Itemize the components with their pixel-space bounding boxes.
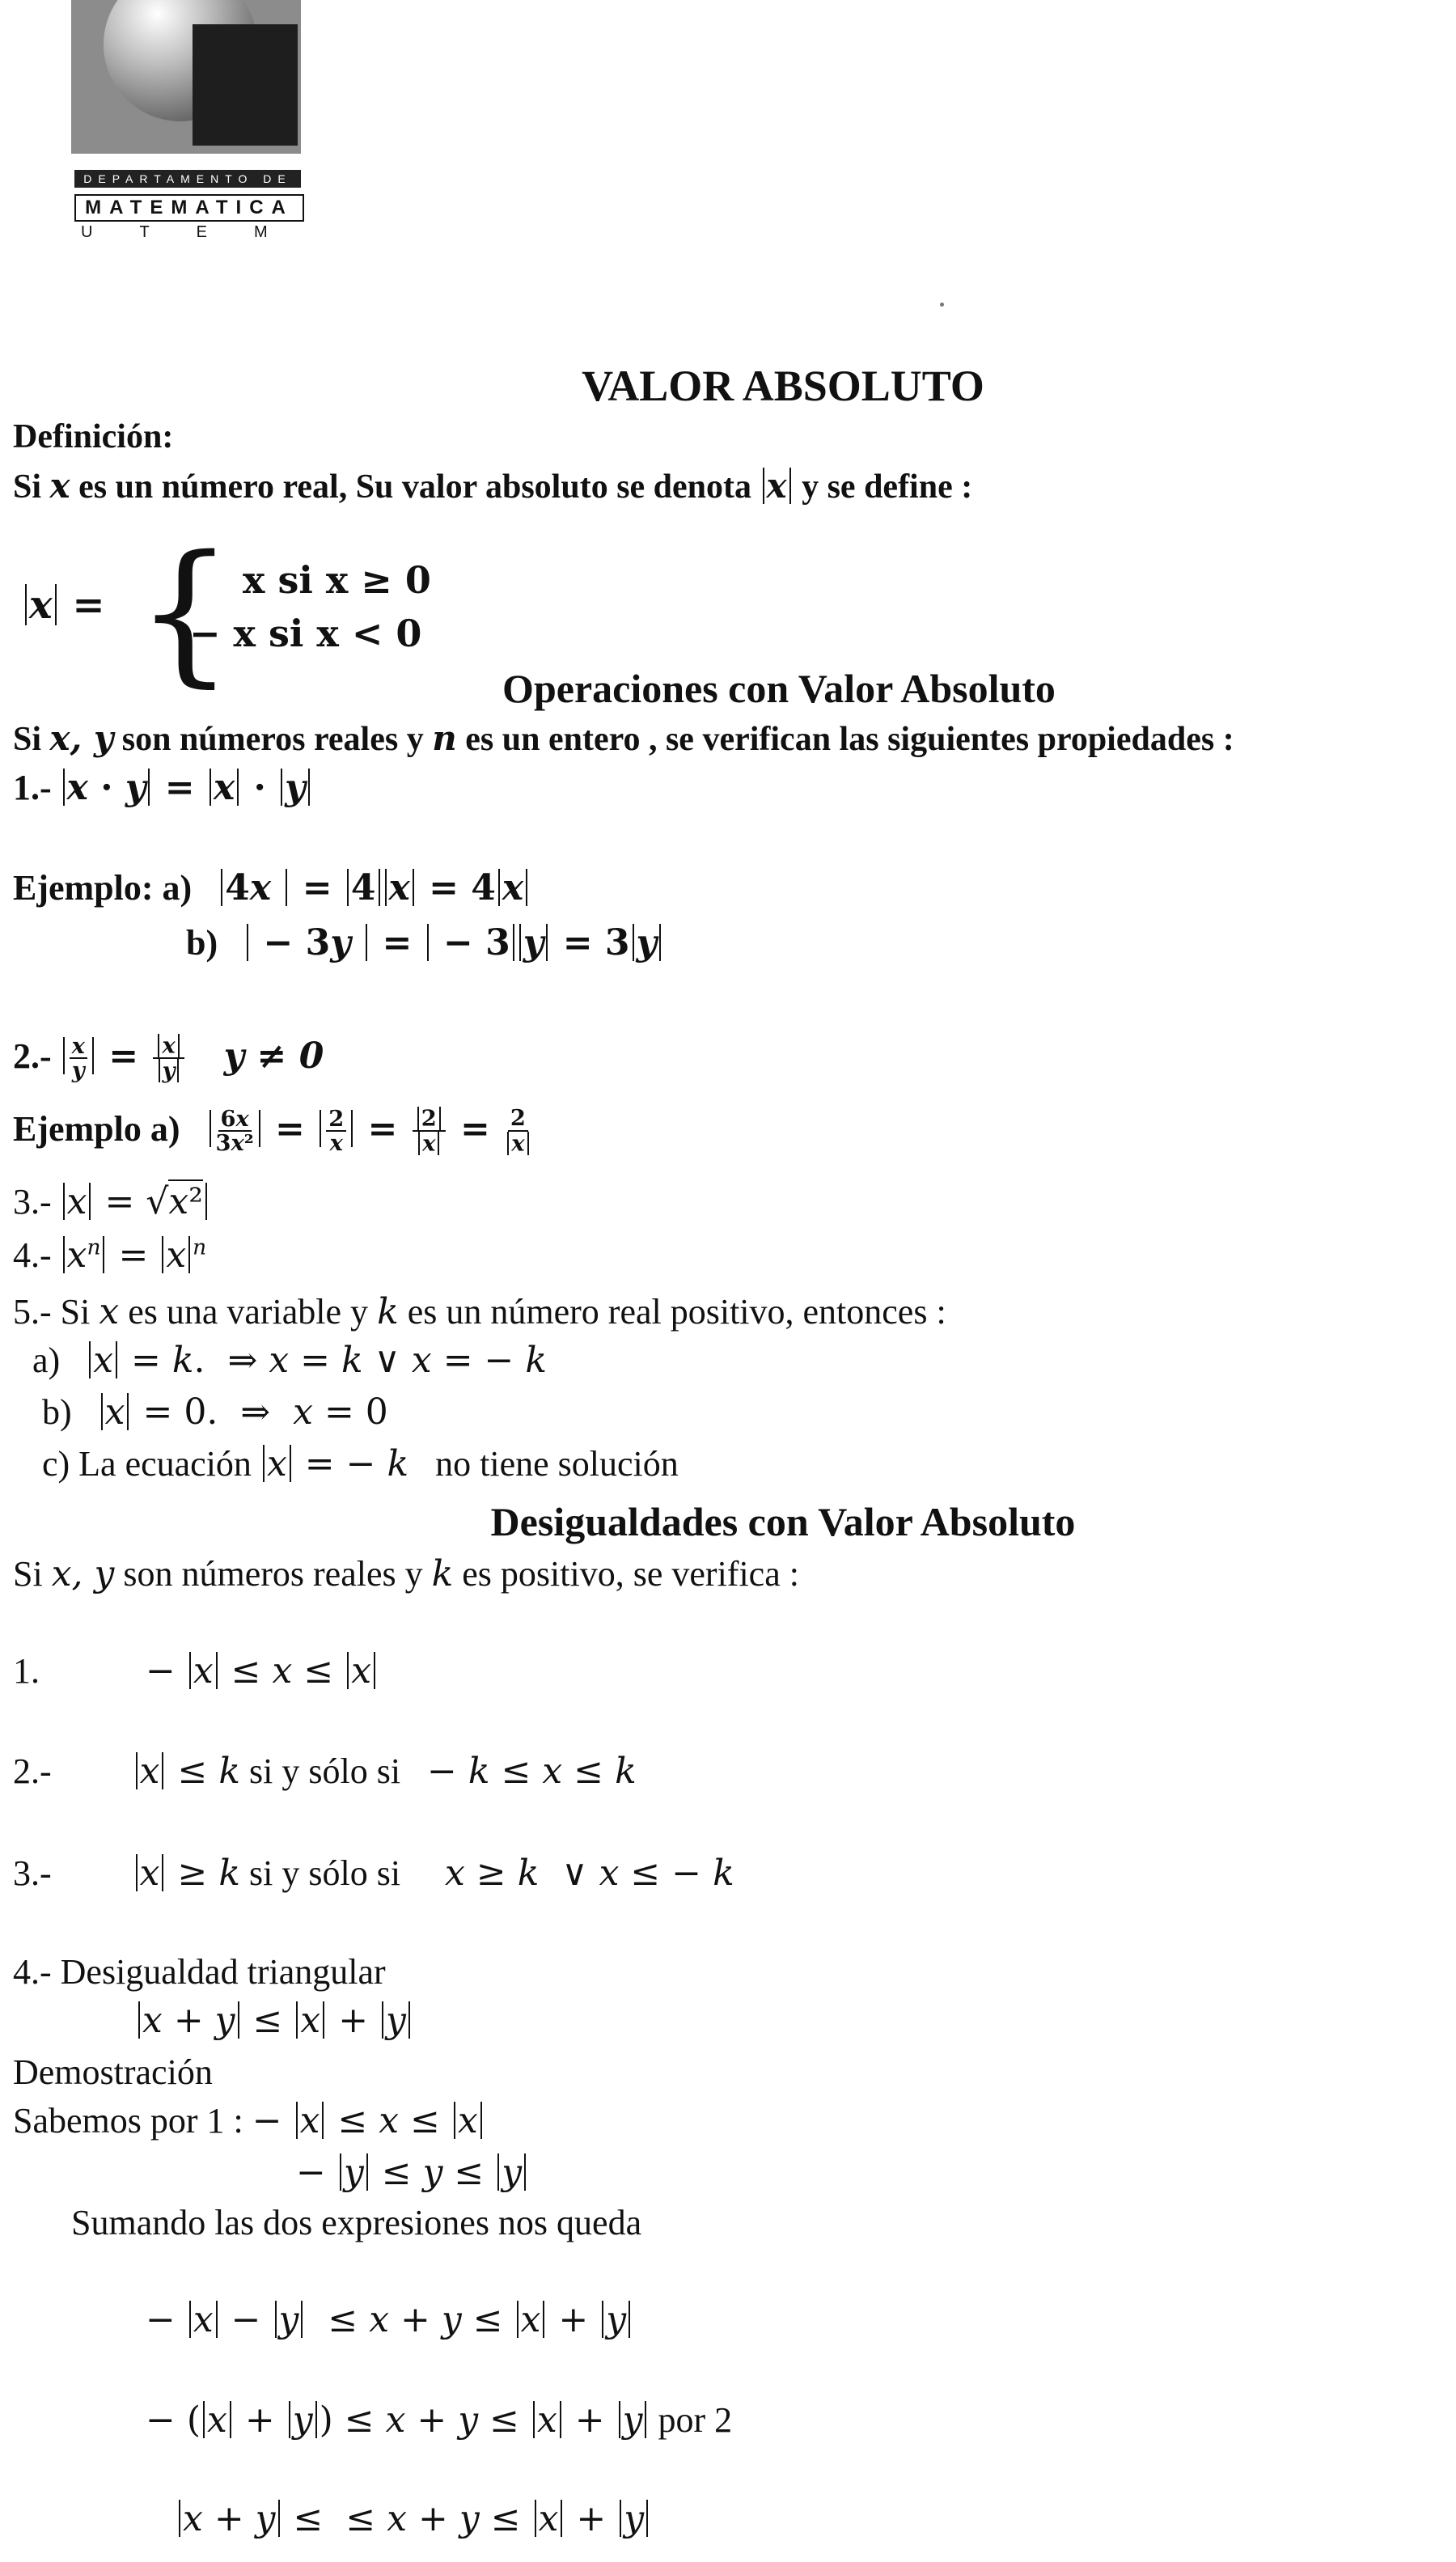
definition-heading: Definición: bbox=[13, 418, 174, 455]
inequality-4: 4.- Desigualdad triangular bbox=[13, 1952, 386, 1992]
logo-line1: DEPARTAMENTO DE bbox=[74, 170, 301, 188]
step-3: x + y ≤ ≤ x + y ≤ x + y bbox=[176, 2498, 650, 2539]
example-2a: Ejemplo a) $\frac{6x}{\text{3x²}}$ = $\frac{2}{x}$ = $\frac{2}{x}$ = $\frac{2}{x}$ bbox=[13, 1107, 534, 1156]
step-1: − x − y ≤ x + y ≤ x + y bbox=[146, 2299, 633, 2340]
sabemos-line-2: − y ≤ y ≤ y bbox=[296, 2152, 528, 2193]
inequality-1: 1. − x ≤ x ≤ x bbox=[13, 1650, 378, 1692]
example-1b: b) − 3y = − 3 y = 3 y bbox=[186, 922, 663, 963]
utem-logo bbox=[71, 0, 315, 243]
logo-line3: UTEM bbox=[81, 223, 315, 241]
triangle-inequality: x + y ≤ x + y bbox=[136, 2000, 413, 2041]
inequality-2: 2.- x ≤ k si y sólo si − k ≤ x ≤ k bbox=[13, 1751, 637, 1792]
piecewise-case2: − x si x < 0 bbox=[189, 612, 422, 655]
property-1: 1.- x · y = x · y bbox=[13, 767, 312, 808]
definition-intro: Si x es un número real, Su valor absoluto se denota x y se define : bbox=[13, 466, 973, 506]
piecewise-case1: x si x ≥ 0 bbox=[243, 558, 431, 602]
page-title: VALOR ABSOLUTO bbox=[582, 362, 984, 410]
inequalities-heading: Desigualdades con Valor Absoluto bbox=[490, 1499, 1076, 1544]
property-4: 4.- $x^n = x$ $^n$ bbox=[13, 1234, 207, 1276]
operations-heading: Operaciones con Valor Absoluto bbox=[502, 666, 1056, 711]
operations-intro: Si x, y son números reales y n es un entero , se verifican las siguientes propiedades : bbox=[13, 718, 1234, 758]
property-3: 3.- x = √x² bbox=[13, 1181, 210, 1222]
sabemos-line: Sabemos por 1 : − x ≤ x ≤ x bbox=[13, 2100, 485, 2141]
inequalities-intro: Si x, y son números reales y k es positivo, se verifica : bbox=[13, 1553, 799, 1594]
demonstration-label: Demostración bbox=[13, 2052, 213, 2092]
abs-lhs: x = bbox=[23, 582, 105, 628]
logo-cube bbox=[193, 24, 298, 146]
property-5c: c) La ecuación x = − k no tiene solución bbox=[42, 1443, 679, 1484]
step-2: − ( x + y ) ≤ x + y ≤ x + y por 2 bbox=[146, 2399, 733, 2441]
property-5b: b) x = 0. ⇒ x = 0 bbox=[42, 1391, 388, 1433]
logo-line2: MATEMATICA bbox=[74, 194, 304, 222]
property-2: 2.- $\frac{x}{y}$ = $\frac{x}{y}$ y ≠ 0 bbox=[13, 1032, 324, 1085]
scan-speck bbox=[940, 303, 944, 307]
inequality-3: 3.- x ≥ k si y sólo si x ≥ k ∨ x ≤ − k bbox=[13, 1853, 734, 1894]
property-5: 5.- Si x es una variable y k es un número real positivo, entonces : bbox=[13, 1291, 946, 1332]
example-1a: Ejemplo: a) 4x = 4 x = 4 x bbox=[13, 867, 530, 908]
piecewise-brace: { bbox=[136, 523, 234, 701]
property-5a: a) x = k. ⇒ x = k ∨ x = − k bbox=[32, 1340, 548, 1381]
sumando-line: Sumando las dos expresiones nos queda bbox=[71, 2203, 642, 2242]
